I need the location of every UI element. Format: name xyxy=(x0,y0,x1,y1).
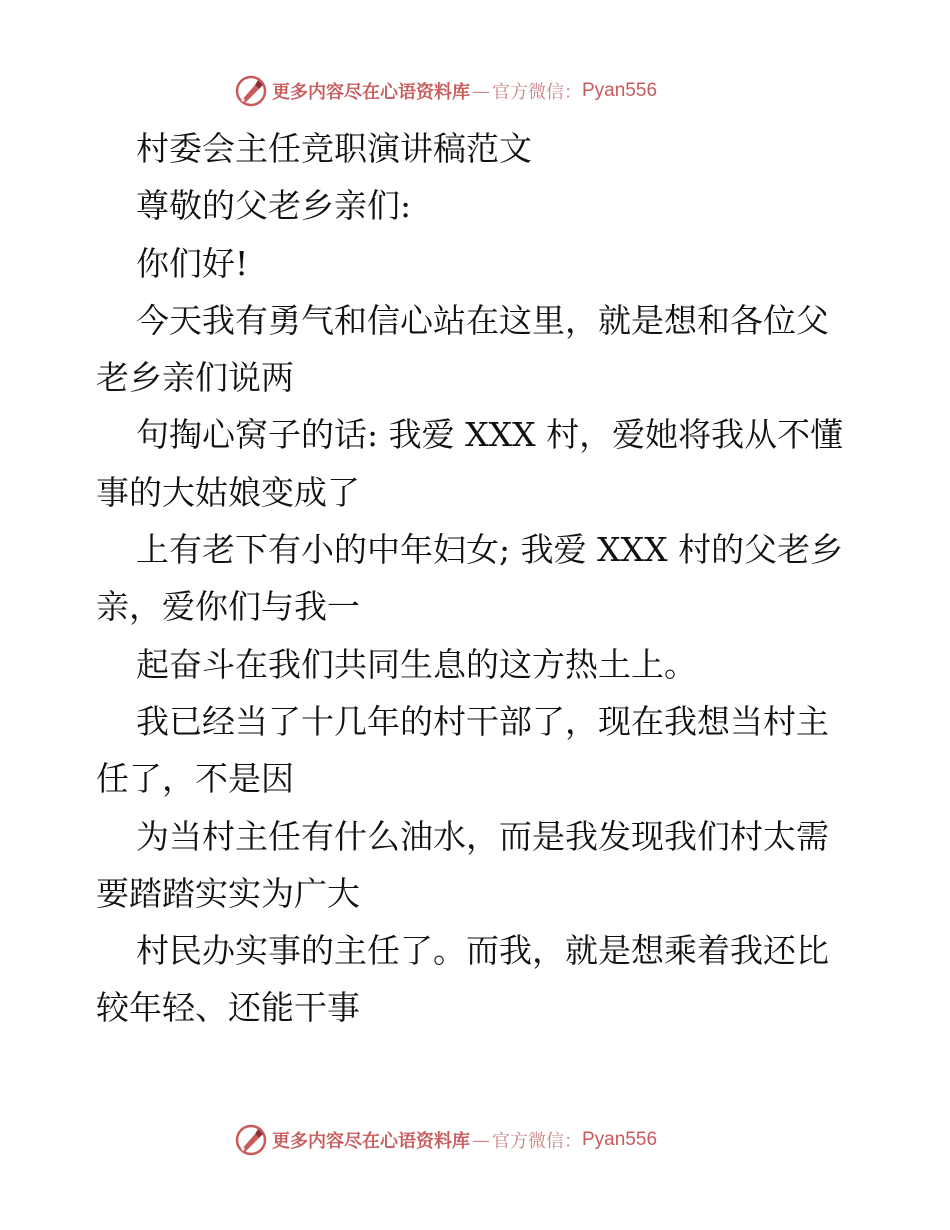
watermark-official-label: 官方微信： xyxy=(492,82,582,103)
watermark-brand-text: 更多内容尽在心语资料库 xyxy=(272,82,470,103)
watermark-official-label: 官方微信： xyxy=(492,1131,582,1152)
pen-logo-icon xyxy=(234,74,268,108)
watermark-brand-text: 更多内容尽在心语资料库 xyxy=(272,1131,470,1152)
text-line: 要踏踏实实为广大 xyxy=(96,873,360,913)
text-line: 上有老下有小的中年妇女; 我爱 XXX 村的父老乡 xyxy=(136,530,844,570)
text-line: 起奋斗在我们共同生息的这方热土上。 xyxy=(136,644,697,684)
text-line: 事的大姑娘变成了 xyxy=(96,472,360,512)
text-line: 句掏心窝子的话: 我爱 XXX 村，爱她将我从不懂 xyxy=(136,415,844,455)
text-line: 亲，爱你们与我一 xyxy=(96,587,360,627)
pen-logo-icon xyxy=(234,1123,268,1157)
header-watermark xyxy=(234,71,714,111)
text-line: 为当村主任有什么油水，而是我发现我们村太需 xyxy=(136,816,829,856)
text-line: 村委会主任竞职演讲稿范文 xyxy=(136,129,532,168)
text-line: 尊敬的父老乡亲们: xyxy=(136,186,412,226)
watermark-separator: — xyxy=(472,1129,490,1151)
watermark-separator: — xyxy=(472,80,490,102)
text-line: 较年轻、还能干事 xyxy=(96,988,360,1028)
text-line: 任了，不是因 xyxy=(96,759,294,799)
watermark-wechat-id: Pyan556 xyxy=(582,80,658,101)
text-line: 你们好! xyxy=(136,243,249,283)
footer-watermark xyxy=(234,1120,714,1160)
text-line: 老乡亲们说两 xyxy=(96,358,294,398)
document-body xyxy=(96,120,856,1037)
watermark-wechat-id: Pyan556 xyxy=(582,1129,658,1150)
text-line: 我已经当了十几年的村干部了，现在我想当村主 xyxy=(136,701,829,741)
text-line: 村民办实事的主任了。而我，就是想乘着我还比 xyxy=(136,931,829,971)
text-line: 今天我有勇气和信心站在这里，就是想和各位父 xyxy=(136,300,829,340)
